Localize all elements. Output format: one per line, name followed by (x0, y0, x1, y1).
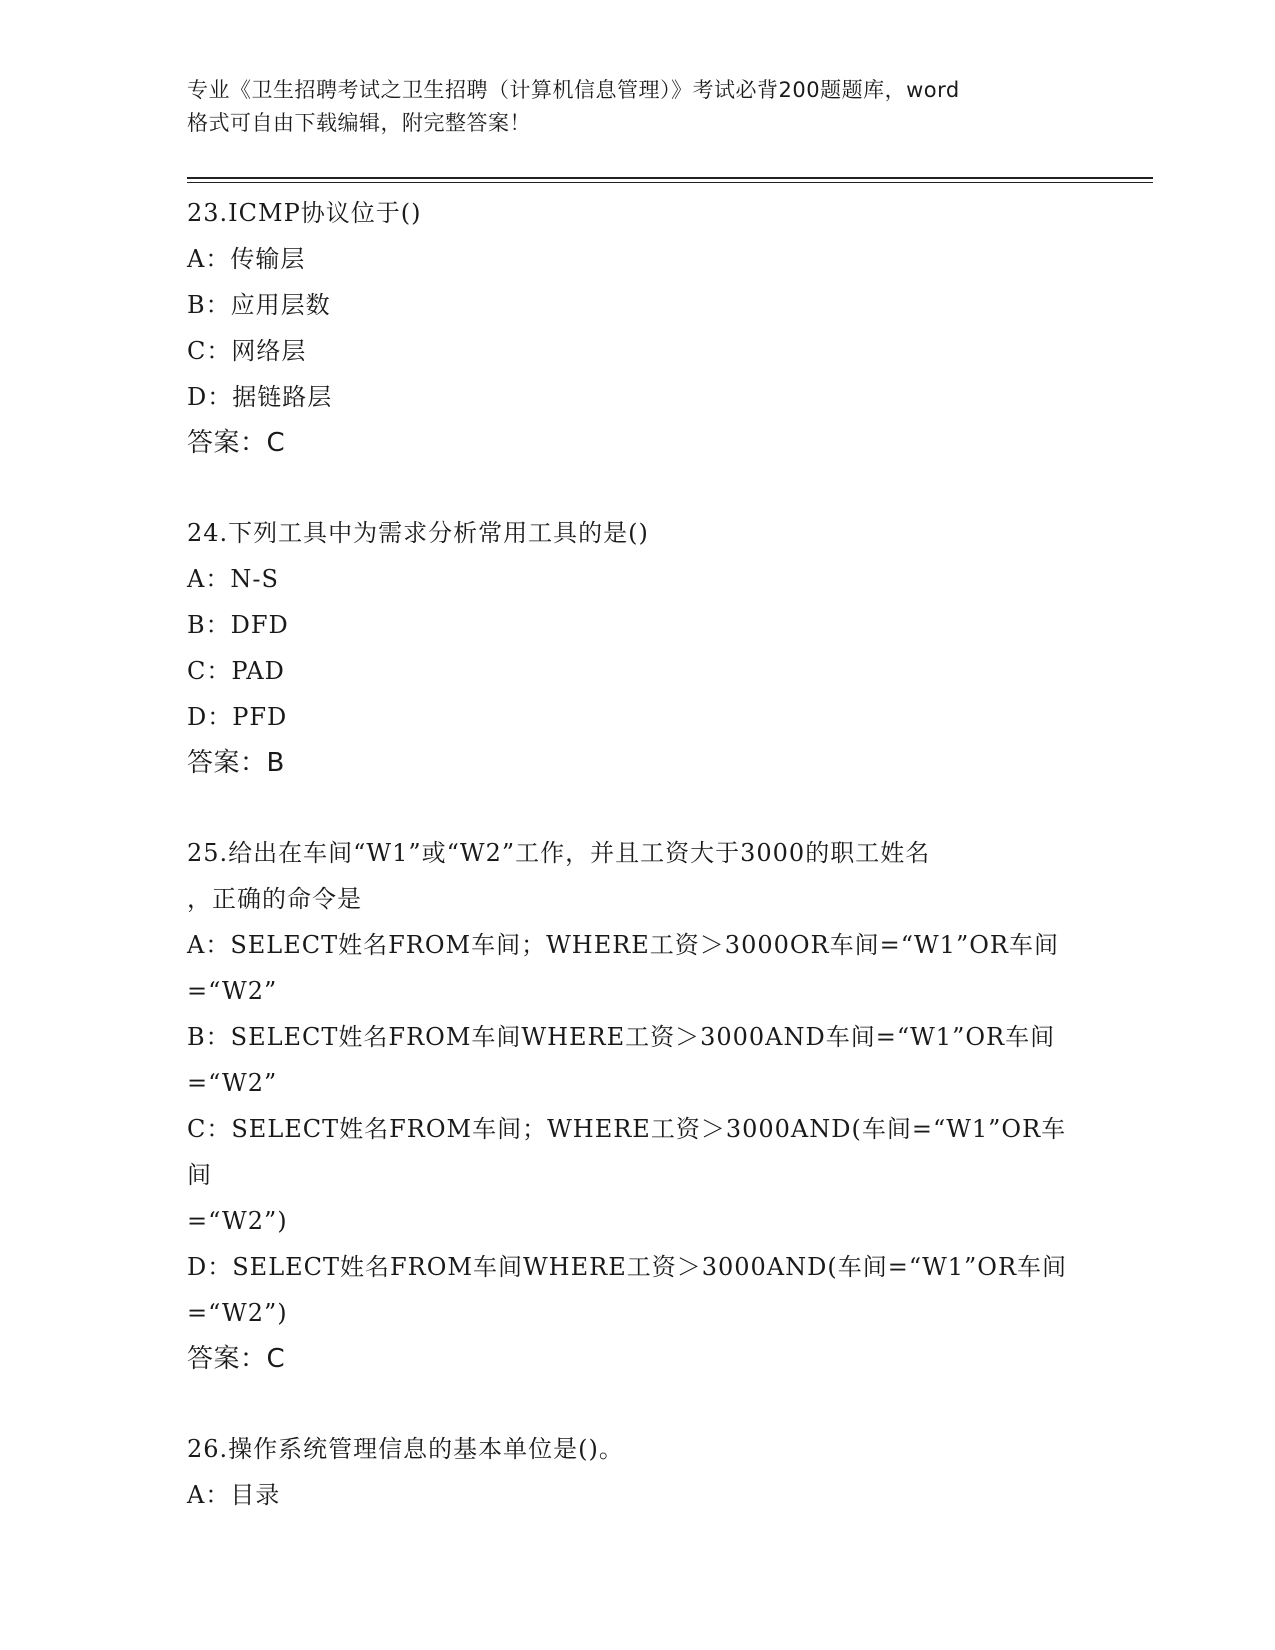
answer-line: 答案：C (187, 1344, 286, 1374)
option-b: B：应用层数 (187, 291, 331, 319)
option-c: C：PAD (187, 657, 285, 685)
document-header (187, 74, 1087, 140)
header-line-2: 格式可自由下载编辑，附完整答案！ (187, 111, 531, 135)
header-divider-thin (187, 182, 1153, 183)
option-b: B：SELECT姓名FROM车间WHERE工资＞3000AND车间=“W1”OR车间 (187, 1023, 1056, 1051)
question-stem: 24.下列工具中为需求分析常用工具的是() (187, 519, 649, 547)
option-c: C：SELECT姓名FROM车间；WHERE工资＞3000AND(车间=“W1”OR车间 (187, 1115, 1067, 1189)
question-26 (187, 1426, 1087, 1518)
option-a: A：N-S (187, 565, 279, 593)
option-d: D：SELECT姓名FROM车间WHERE工资＞3000AND(车间=“W1”OR车间 (187, 1253, 1068, 1281)
option-b: B：DFD (187, 611, 289, 639)
question-stem-line-2: ，正确的命令是 (187, 885, 362, 913)
option-a: A：目录 (187, 1481, 281, 1509)
option-b-continued: =“W2” (187, 1069, 278, 1097)
option-d: D：PFD (187, 703, 288, 731)
option-a: A：SELECT姓名FROM车间；WHERE工资＞3000OR车间=“W1”OR车间 (187, 931, 1059, 959)
header-divider-thick (187, 177, 1153, 179)
question-stem: 26.操作系统管理信息的基本单位是()。 (187, 1435, 624, 1463)
answer-line: 答案：C (187, 428, 286, 458)
option-c: C：网络层 (187, 337, 307, 365)
option-a: A：传输层 (187, 245, 306, 273)
answer-line: 答案：B (187, 748, 285, 778)
question-23 (187, 190, 1087, 466)
option-a-continued: =“W2” (187, 977, 278, 1005)
question-25 (187, 830, 1087, 1382)
question-24 (187, 510, 1087, 786)
option-d: D：据链路层 (187, 383, 333, 411)
option-d-continued: =“W2”) (187, 1299, 288, 1327)
option-c-continued: =“W2”) (187, 1207, 288, 1235)
question-list (187, 190, 1087, 1518)
header-line-1: 专业《卫生招聘考试之卫生招聘（计算机信息管理）》考试必背200题题库，word (187, 78, 960, 102)
question-stem-line-1: 25.给出在车间“W1”或“W2”工作，并且工资大于3000的职工姓名 (187, 839, 931, 867)
question-stem: 23.ICMP协议位于() (187, 199, 422, 227)
